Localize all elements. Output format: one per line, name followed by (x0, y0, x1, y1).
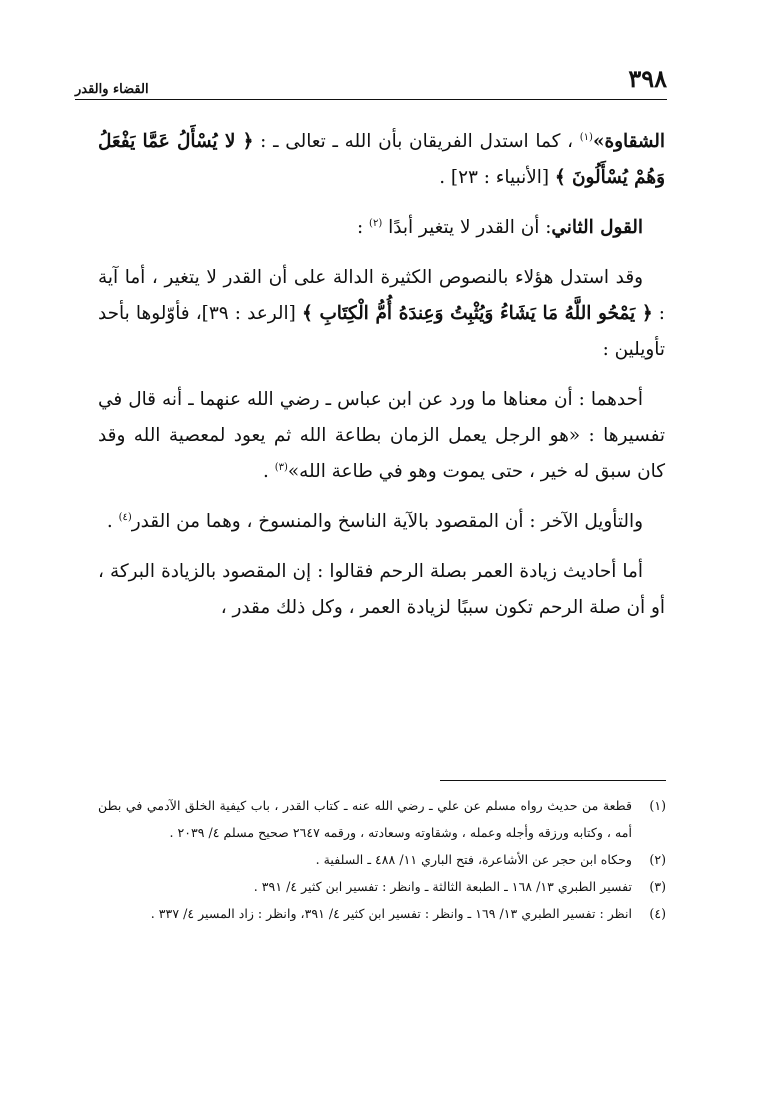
footnote-item (98, 873, 666, 900)
footnote-text: قطعة من حديث رواه مسلم عن علي ـ رضي الله عنه ـ كتاب القدر ، باب كيفية الخلق الآدمي في بطن أمه ، وكتابه ورزقه وأجله وعمله ، وشقاوته وسعادته ، ورقمه ٢٦٤٧ صحيح مسلم ٤/ ٢٠٣٩ . (98, 798, 632, 840)
footnote-ref-2: (٢) (369, 217, 383, 229)
bold-word: الشقاوة» (592, 131, 665, 152)
footnote-ref-3: (٣) (274, 461, 288, 473)
footnote-text: تفسير الطبري ١٣/ ١٦٨ ـ الطبعة الثالثة ـ وانظر : تفسير ابن كثير ٤/ ٣٩١ . (253, 879, 632, 894)
paragraph-3 (98, 260, 665, 368)
header-rule (75, 99, 667, 100)
footnote-number: (٣) (649, 879, 666, 894)
footnote-item (98, 900, 666, 927)
quran-verse: ﴿ لا يُسْأَلُ عَمَّا يَفْعَلُ وَهُمْ يُسْأَلُونَ ﴾ (98, 131, 665, 188)
page-number: ٣٩٨ (628, 64, 667, 93)
paragraph-5 (98, 504, 665, 540)
paragraph-text: : أن القدر لا يتغير أبدًا (382, 217, 552, 238)
section-heading: القول الثاني (551, 217, 643, 238)
verse-citation: [الرعد : ٣٩]، فأوّلوها بأحد تأويلين : (98, 303, 665, 360)
paragraph-text: ، كما استدل الفريقان بأن الله ـ تعالى ـ : (253, 131, 580, 152)
footnote-number: (٤) (649, 906, 666, 921)
quran-verse: ﴿ يَمْحُو اللَّهُ مَا يَشَاءُ وَيُثْبِتُ وَعِندَهُ أُمُّ الْكِتَابِ ﴾ (301, 303, 653, 324)
paragraph-text: . (106, 511, 119, 532)
paragraph-text: أحدهما : أن معناها ما ورد عن ابن عباس ـ رضي الله عنهما ـ أنه قال في تفسيرها : «هو الرجل يعمل الزمان بطاعة الله ثم يعود لمعصية الله وقد كان سبق له خير ، حتى يموت وهو في طاعة الله» (98, 389, 665, 482)
page-header (75, 60, 667, 100)
footnote-text: وحكاه ابن حجر عن الأشاعرة، فتح الباري ١١/ ٤٨٨ ـ السلفية . (315, 852, 632, 867)
footnote-item (98, 792, 666, 846)
paragraph-4 (98, 382, 665, 490)
footnotes (98, 792, 666, 927)
paragraph-text: . (263, 461, 275, 482)
footnote-number: (١) (649, 798, 666, 813)
paragraph-text: : (357, 217, 370, 238)
footnote-number: (٢) (649, 852, 666, 867)
paragraph-1 (98, 124, 665, 196)
paragraph-6 (98, 554, 665, 626)
footnote-ref-1: (١) (579, 131, 593, 143)
footnote-rule (440, 780, 666, 781)
paragraph-2 (98, 210, 665, 246)
paragraph-text: أما أحاديث زيادة العمر بصلة الرحم فقالوا : إن المقصود بالزيادة البركة ، أو أن صلة الرحم تكون سببًا لزيادة العمر ، وكل ذلك مقدر ، (98, 561, 665, 618)
body-text (98, 124, 665, 640)
verse-citation: [الأنبياء : ٢٣] . (439, 167, 555, 188)
running-title: القضاء والقدر (75, 82, 149, 97)
footnote-ref-4: (٤) (118, 511, 132, 523)
paragraph-text: وقد استدل هؤلاء بالنصوص الكثيرة الدالة على أن القدر لا يتغير ، أما آية : (98, 267, 665, 324)
paragraph-text: والتأويل الآخر : أن المقصود بالآية الناسخ والمنسوخ ، وهما من القدر (131, 511, 643, 532)
footnote-text: انظر : تفسير الطبري ١٣/ ١٦٩ ـ وانظر : تفسير ابن كثير ٤/ ٣٩١، وانظر : زاد المسير ٤/ ٣٣٧ . (150, 906, 632, 921)
footnote-item (98, 846, 666, 873)
